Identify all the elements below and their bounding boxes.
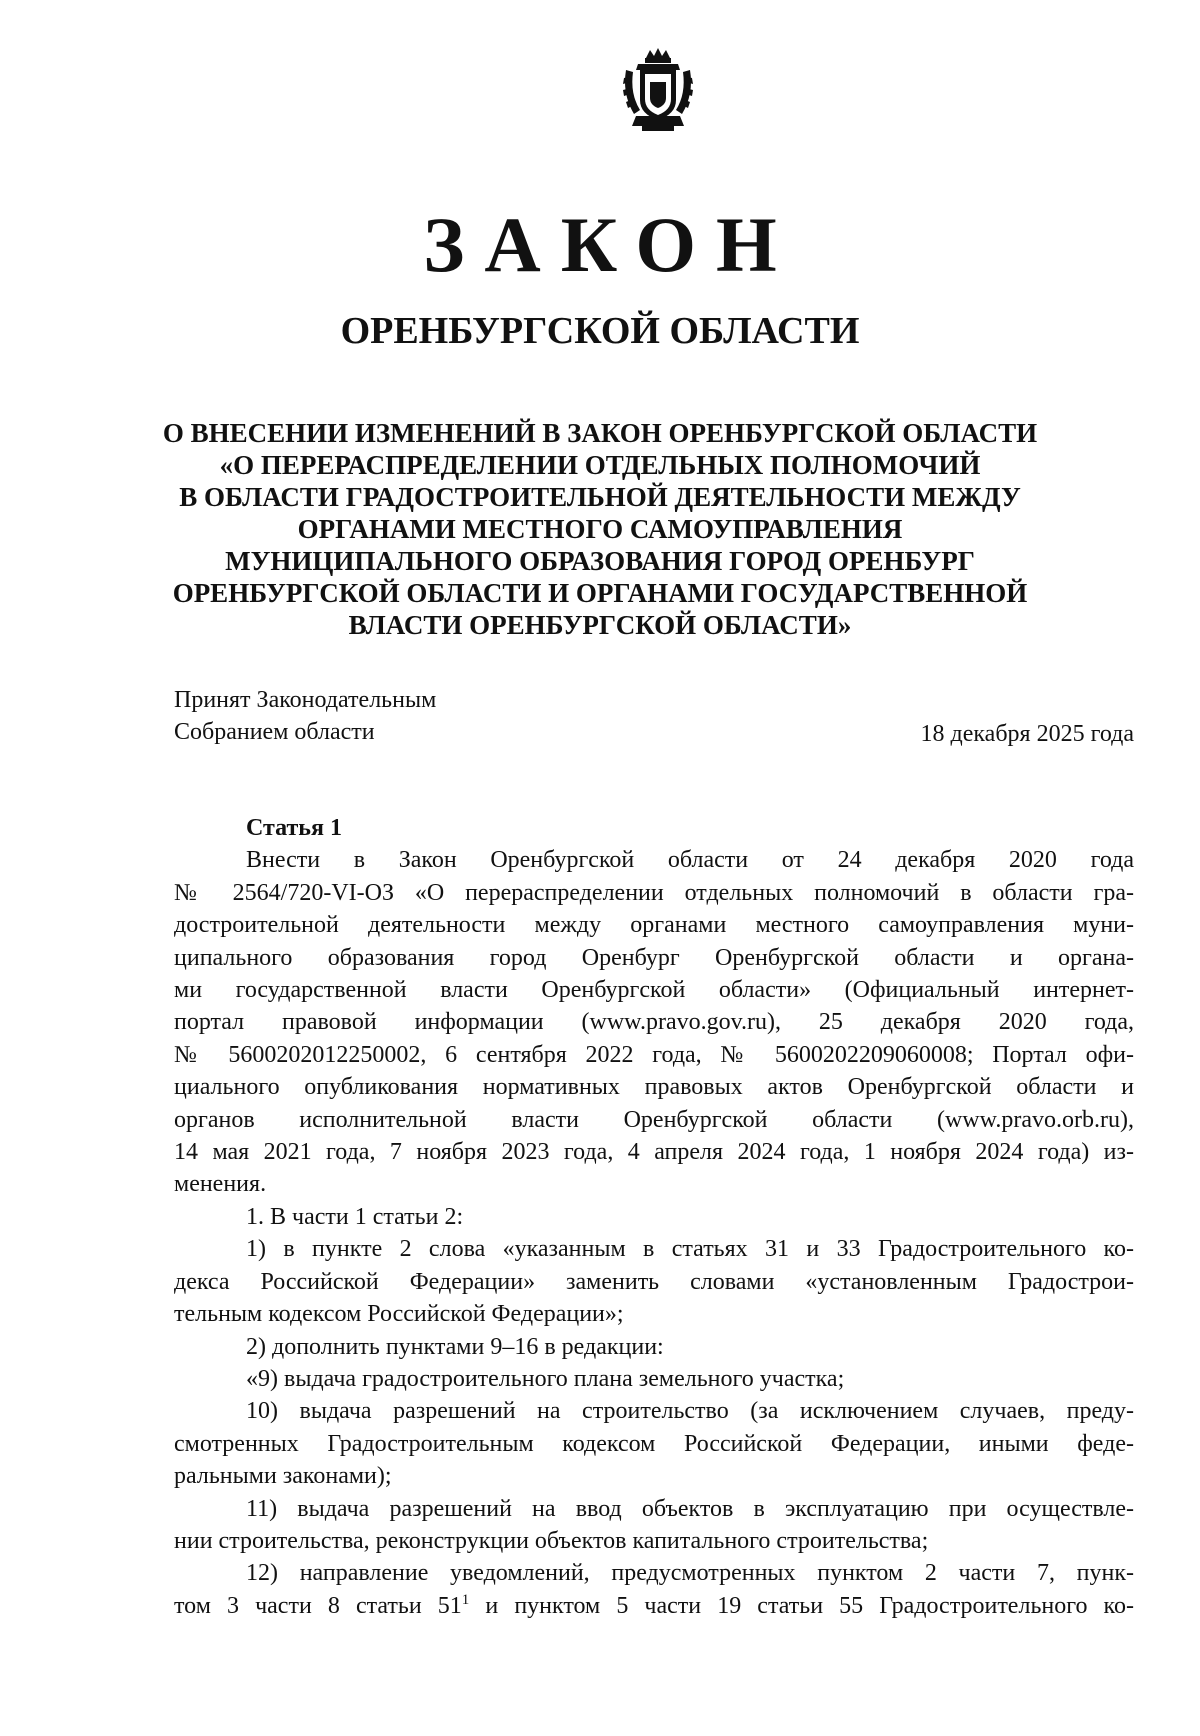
- article-title: Статья 1: [246, 815, 342, 841]
- adoption-body: [174, 684, 436, 748]
- coat-of-arms-icon: [620, 48, 696, 132]
- adoption-date: 18 декабря 2025 года: [920, 721, 1134, 747]
- heading-line: В ОБЛАСТИ ГРАДОСТРОИТЕЛЬНОЙ ДЕЯТЕЛЬНОСТИ МЕЖДУ: [179, 482, 1021, 512]
- text-line: декса Российской Федерации» заменить словами «установленным Градострои-: [174, 1268, 1134, 1295]
- text-line: 1. В части 1 статьи 2:: [246, 1203, 464, 1230]
- text-line: 14 мая 2021 года, 7 ноября 2023 года, 4 апреля 2024 года, 1 ноября 2024 года) из-: [174, 1139, 1134, 1166]
- text-line: ципального образования город Оренбург Оренбургской области и органа-: [174, 944, 1134, 971]
- article-1: [174, 812, 1134, 1622]
- article-intro: [174, 844, 1134, 1200]
- text-line: циального опубликования нормативных правовых актов Оренбургской области и: [174, 1074, 1134, 1101]
- text-line: 11) выдача разрешений на ввод объектов в эксплуатацию при осуществле-: [246, 1495, 1134, 1522]
- text-fragment: и пунктом 5 части 19 статьи 55 Градостроительного ко-: [469, 1592, 1134, 1619]
- text-line: 2) дополнить пунктами 9–16 в редакции:: [246, 1333, 664, 1360]
- heading-line: ОРЕНБУРГСКОЙ ОБЛАСТИ И ОРГАНАМИ ГОСУДАРСТВЕННОЙ: [172, 578, 1028, 608]
- document-subtitle: ОРЕНБУРГСКОЙ ОБЛАСТИ: [340, 310, 860, 352]
- heading-line: «О ПЕРЕРАСПРЕДЕЛЕНИИ ОТДЕЛЬНЫХ ПОЛНОМОЧИЙ: [219, 450, 981, 480]
- text-line: органов исполнительной власти Оренбургской области (www.pravo.orb.ru),: [174, 1106, 1134, 1133]
- text-line: 1) в пункте 2 слова «указанным в статьях 31 и 33 Градостроительного ко-: [246, 1236, 1134, 1263]
- text-line: менения.: [174, 1171, 267, 1198]
- text-line: [174, 1590, 1134, 1622]
- text-line: тельным кодексом Российской Федерации»;: [174, 1301, 624, 1328]
- item-1: [174, 1201, 1134, 1233]
- point-11: [174, 1493, 1134, 1558]
- text-line: смотренных Градостроительным кодексом Российской Федерации, иными феде-: [174, 1430, 1134, 1457]
- text-line: № 5600202012250002, 6 сентября 2022 года, № 5600202209060008; Портал офи-: [174, 1041, 1134, 1068]
- heading-line: ВЛАСТИ ОРЕНБУРГСКОЙ ОБЛАСТИ»: [348, 610, 852, 640]
- text-line: нии строительства, реконструкции объектов капитального строительства;: [174, 1527, 929, 1554]
- heading-line: ОРГАНАМИ МЕСТНОГО САМОУПРАВЛЕНИЯ: [297, 514, 903, 544]
- text-line: Внести в Закон Оренбургской области от 24 декабря 2020 года: [246, 847, 1134, 874]
- text-line: достроительной деятельности между органами местного самоуправления муни-: [174, 912, 1134, 939]
- text-line: 12) направление уведомлений, предусмотренных пунктом 2 части 7, пунк-: [246, 1560, 1134, 1587]
- text-line: 10) выдача разрешений на строительство (за исключением случаев, преду-: [246, 1398, 1134, 1425]
- text-line: ми государственной власти Оренбургской области» (Официальный интернет-: [174, 977, 1134, 1004]
- heading-line: МУНИЦИПАЛЬНОГО ОБРАЗОВАНИЯ ГОРОД ОРЕНБУРГ: [225, 546, 975, 576]
- heading-line: О ВНЕСЕНИИ ИЗМЕНЕНИЙ В ЗАКОН ОРЕНБУРГСКОЙ ОБЛАСТИ: [162, 418, 1038, 448]
- text-line: «9) выдача градостроительного плана земельного участка;: [246, 1365, 845, 1392]
- text-line: портал правовой информации (www.pravo.gov.ru), 25 декабря 2020 года,: [174, 1009, 1134, 1036]
- text-line: № 2564/720-VI-ОЗ «О перераспределении отдельных полномочий в области гра-: [174, 879, 1134, 906]
- item-1-2: [174, 1331, 1134, 1363]
- document-title: ЗАКОН: [423, 201, 797, 288]
- law-heading: [150, 417, 1050, 641]
- adoption-line-1: Принят Законодательным: [174, 687, 437, 713]
- point-9: [174, 1363, 1134, 1395]
- point-10: [174, 1395, 1134, 1492]
- text-fragment: том 3 части 8 статьи 51: [174, 1592, 462, 1619]
- item-1-1: [174, 1233, 1134, 1330]
- text-line: ральными законами);: [174, 1463, 392, 1490]
- point-12: [174, 1557, 1134, 1622]
- superscript: 1: [461, 1591, 470, 1608]
- adoption-line-2: Собранием области: [174, 719, 375, 745]
